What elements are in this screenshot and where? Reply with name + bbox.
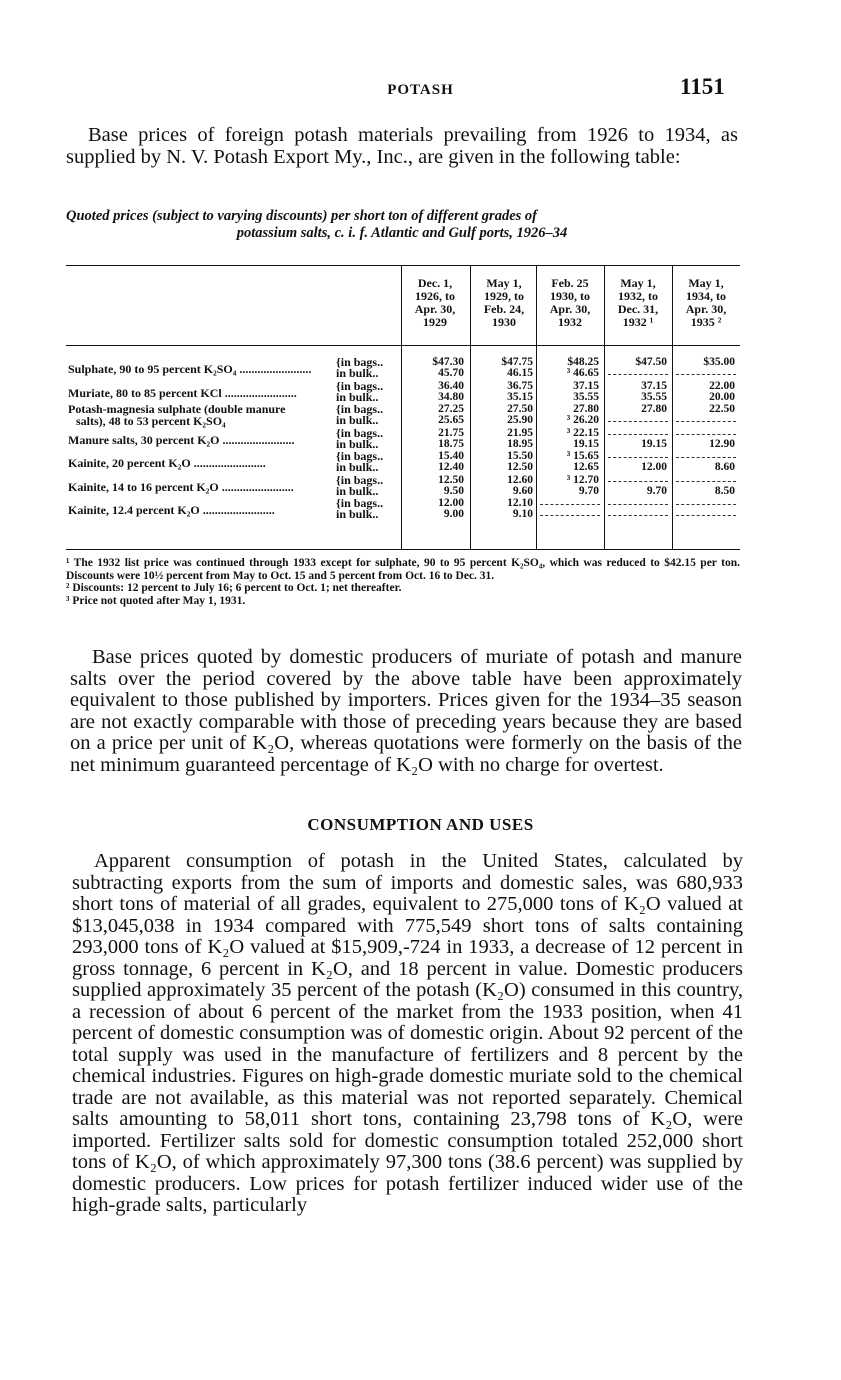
footnote-1: ¹ The 1932 list price was continued through 1933 except for sulphate, 90 to 95 percent K₂SO₄, which was reduced to $42.15 per ton. Discounts were 10½ percent from May to Oct. 15 and 5 percent from Oct. 16 to Dec. 31.	[66, 557, 740, 582]
price-cell-bulk: 8.60	[714, 461, 735, 473]
column-header	[403, 277, 467, 329]
bags-label: {in bags..	[336, 449, 384, 463]
empty-cell-dash	[540, 515, 600, 516]
price-cell-bags: 36.40	[438, 379, 464, 392]
column-header	[472, 277, 536, 329]
column-header-line: May 1,	[486, 276, 522, 290]
row-label: Potash-magnesia sulphate (double manure	[68, 402, 286, 416]
price-cell-bags: 22.50	[709, 403, 735, 415]
column-header-line: 1934, to	[686, 289, 726, 303]
price-cell-bags: 27.80	[641, 403, 667, 415]
empty-cell-dash	[676, 504, 736, 505]
table-caption-line-1: Quoted prices (subject to varying discounts) per short ton of different grades of	[66, 208, 537, 224]
column-header-line: Apr. 30,	[549, 302, 591, 316]
column-header-line: 1932 ¹	[622, 315, 654, 329]
column-header-line: 1929, to	[484, 289, 524, 303]
price-cell-bulk: 9.00	[443, 508, 464, 520]
bulk-label: in bulk..	[336, 413, 379, 427]
footnote-3: ³ Price not quoted after May 1, 1931.	[66, 594, 246, 607]
bulk-label: in bulk..	[336, 366, 379, 380]
price-cell-bulk: 9.70	[578, 484, 599, 497]
price-cell-bulk: 9.60	[512, 484, 533, 497]
price-cell-bulk: 34.80	[438, 390, 464, 403]
table-top-rule	[66, 265, 740, 266]
row-label-continued: salts), 48 to 53 percent K₂SO₄	[76, 414, 226, 428]
price-cell-bags: 21.95	[507, 426, 533, 439]
row-label: Sulphate, 90 to 95 percent K₂SO₄ ........................	[68, 362, 312, 376]
price-cell-bags: 37.15	[641, 379, 667, 392]
empty-cell-dash	[676, 457, 736, 458]
price-cell-bulk: 12.50	[507, 461, 533, 473]
domestic-prices-paragraph: Base prices quoted by domestic producers of muriate of potash and manure salts over the period covered by the above table have been approximately equivalent to those published by importers. Prices given for the 1934–35 season are not exactly comparable with those of preceding years because they are based on a price per unit of K₂O, whereas quotations were formerly on the basis of the net minimum guaranteed percentage of K₂O with no charge for overtest.	[70, 646, 742, 776]
price-table	[66, 265, 740, 550]
row-label: Manure salts, 30 percent K₂O ........................	[68, 432, 295, 447]
column-header-line: 1926, to	[415, 289, 455, 303]
price-cell-bulk: 12.40	[438, 461, 464, 473]
table-bottom-rule	[66, 549, 740, 550]
price-cell-bulk: 25.90	[507, 414, 533, 426]
empty-cell-dash	[676, 481, 736, 482]
bulk-label: in bulk..	[336, 460, 379, 474]
price-cell-bags: 37.15	[573, 379, 599, 392]
empty-cell-dash	[676, 515, 736, 516]
bags-label: {in bags..	[336, 378, 384, 393]
column-header	[606, 277, 670, 329]
bulk-label: in bulk..	[336, 389, 379, 404]
price-cell-bags: 15.50	[507, 450, 533, 462]
price-cell-bulk: 12.00	[641, 461, 667, 473]
column-header-line: Feb. 24,	[483, 302, 525, 316]
column-header-line: Apr. 30,	[685, 302, 727, 316]
column-header-line: 1932, to	[618, 289, 658, 303]
row-label: Kainite, 20 percent K₂O ........................	[68, 456, 266, 470]
price-cell-bulk: 25.65	[438, 414, 464, 426]
table-caption	[66, 208, 738, 242]
empty-cell-dash	[608, 434, 668, 435]
price-cell-bags: ³ 15.65	[566, 450, 599, 462]
bags-label: {in bags..	[336, 402, 384, 416]
bags-label: {in bags..	[336, 496, 384, 510]
price-cell-bags: 12.10	[507, 497, 533, 509]
table-footnotes	[66, 557, 740, 607]
price-cell-bags: $48.25	[567, 356, 599, 368]
column-header-line: 1929	[423, 315, 447, 329]
column-header	[538, 277, 602, 329]
empty-cell-dash	[676, 434, 736, 435]
column-header-line: Dec. 1,	[417, 276, 453, 290]
price-cell-bags: $47.75	[501, 356, 533, 368]
row-label: Muriate, 80 to 85 percent KCl ........................	[68, 385, 297, 400]
price-cell-bags: 27.80	[573, 403, 599, 415]
price-cell-bags: ³ 22.15	[566, 426, 599, 439]
price-cell-bulk: 18.75	[438, 437, 464, 450]
row-label: Kainite, 12.4 percent K₂O ........................	[68, 503, 275, 517]
bags-label: {in bags..	[336, 425, 384, 440]
empty-cell-dash	[608, 421, 668, 422]
column-header-line: 1930, to	[550, 289, 590, 303]
footnote-2: ² Discounts: 12 percent to July 16; 6 percent to Oct. 1; net thereafter.	[66, 582, 402, 594]
bulk-label: in bulk..	[336, 507, 379, 521]
row-label: Kainite, 14 to 16 percent K₂O ........................	[68, 479, 294, 494]
price-cell-bags: $47.30	[432, 356, 464, 368]
price-cell-bulk: 9.50	[443, 484, 464, 497]
bags-label: {in bags..	[336, 355, 384, 369]
page-number: 1151	[680, 74, 725, 99]
column-header-line: 1932	[558, 315, 582, 329]
empty-cell-dash	[608, 515, 668, 516]
price-cell-bags: 36.75	[507, 379, 533, 392]
bulk-label: in bulk..	[336, 436, 379, 451]
empty-cell-dash	[608, 374, 668, 375]
price-cell-bulk: ³ 46.65	[566, 367, 599, 379]
running-header-title: POTASH	[387, 82, 454, 98]
price-cell-bulk: 35.15	[507, 390, 533, 403]
price-cell-bags: 15.40	[438, 450, 464, 462]
price-cell-bags: 12.50	[438, 473, 464, 486]
price-cell-bulk: 46.15	[507, 367, 533, 379]
column-header-line: 1935 ²	[690, 315, 722, 329]
price-cell-bulk: 19.15	[641, 437, 667, 450]
column-header-line: May 1,	[620, 276, 656, 290]
price-cell-bulk: 35.55	[573, 390, 599, 403]
price-cell-bags: 12.60	[507, 473, 533, 486]
column-header-line: Feb. 25	[551, 276, 589, 290]
price-cell-bulk: 20.00	[709, 390, 735, 403]
empty-cell-dash	[608, 457, 668, 458]
section-heading: CONSUMPTION AND USES	[307, 815, 534, 834]
empty-cell-dash	[676, 421, 736, 422]
consumption-paragraph: Apparent consumption of potash in the United States, calculated by subtracting exports from the sum of imports and domestic sales, was 680,933 short tons of material of all grades, equivalent to 275,000 tons of K₂O valued at $13,045,038 in 1934 compared with 775,549 short tons of salts containing 293,000 tons of K₂O valued at $15,909,-724 in 1933, a decrease of 12 percent in gross tonnage, 6 percent in K₂O, and 18 percent in value. Domestic producers supplied approximately 35 percent of the potash (K₂O) consumed in this country, a recession of about 6 percent of the market from the 1933 position, when 41 percent of domestic consumption was of domestic origin. About 92 percent of the total supply was used in the manufacture of fertilizers and 8 percent by the chemical industries. Figures on high-grade domestic muriate sold to the chemical trade are not available, as this material was not reported separately. Chemical salts amounting to 58,011 short tons, containing 23,798 tons of K₂O, were imported. Fertilizer salts sold for domestic consumption totaled 252,000 short tons of K₂O, of which approximately 97,300 tons (38.6 percent) was supplied by domestic producers. Low prices for potash fertilizer induced wider use of the high-grade salts, particularly	[72, 850, 743, 1216]
price-cell-bags: 12.00	[438, 497, 464, 509]
price-cell-bags: 22.00	[709, 379, 735, 392]
empty-cell-dash	[608, 481, 668, 482]
table-caption-line-2: potassium salts, c. i. f. Atlantic and Gulf ports, 1926–34	[236, 225, 568, 241]
column-header-line: 1930	[492, 315, 516, 329]
price-cell-bulk: 45.70	[438, 367, 464, 379]
price-cell-bags: 21.75	[438, 426, 464, 439]
column-header-line: Dec. 31,	[617, 302, 659, 316]
column-header	[674, 277, 738, 329]
price-cell-bulk: 9.10	[512, 508, 533, 520]
column-header-line: Apr. 30,	[414, 302, 456, 316]
price-cell-bags: $47.50	[635, 356, 667, 368]
price-cell-bags: $35.00	[703, 356, 735, 368]
price-cell-bags: ³ 12.70	[566, 473, 599, 486]
table-header-rule	[66, 345, 740, 346]
column-header-line: May 1,	[688, 276, 724, 290]
price-cell-bulk: 35.55	[641, 390, 667, 403]
empty-cell-dash	[540, 504, 600, 505]
price-cell-bulk: 8.50	[714, 484, 735, 497]
price-cell-bulk: 12.65	[573, 461, 599, 473]
price-cell-bulk: 19.15	[573, 437, 599, 450]
empty-cell-dash	[608, 504, 668, 505]
price-cell-bags: 27.25	[438, 403, 464, 415]
bags-label: {in bags..	[336, 472, 384, 487]
bulk-label: in bulk..	[336, 483, 379, 498]
price-cell-bags: 27.50	[507, 403, 533, 415]
price-cell-bulk: 18.95	[507, 437, 533, 450]
intro-paragraph: Base prices of foreign potash materials prevailing from 1926 to 1934, as supplied by N. V. Potash Export My., Inc., are given in the following table:	[66, 124, 738, 168]
price-cell-bulk: ³ 26.20	[566, 414, 599, 426]
empty-cell-dash	[676, 374, 736, 375]
price-cell-bulk: 9.70	[646, 484, 667, 497]
price-cell-bulk: 12.90	[709, 437, 735, 450]
